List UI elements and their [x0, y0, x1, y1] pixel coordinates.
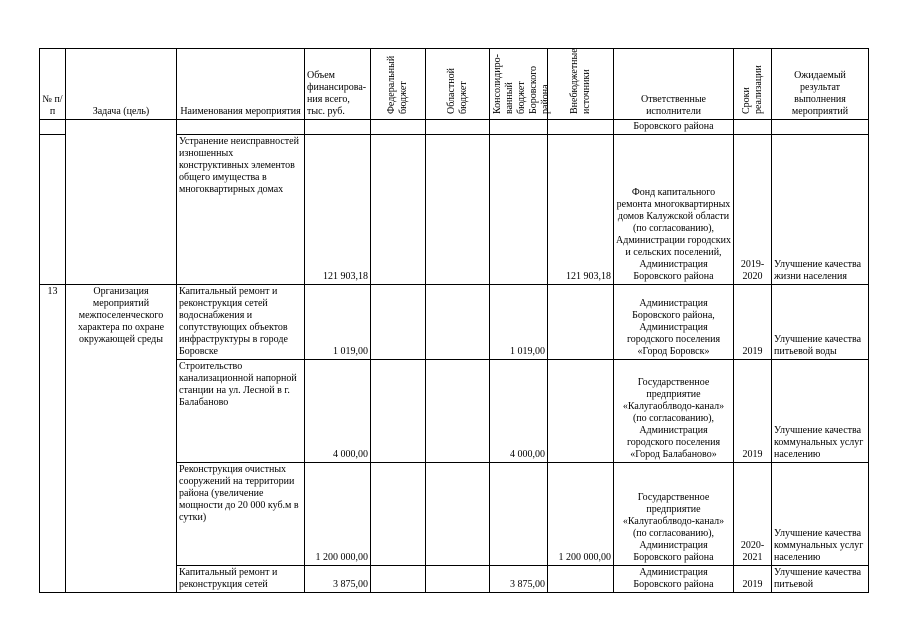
header-term: [734, 49, 772, 120]
cell-federal: [371, 463, 426, 566]
cell-term: 2019: [734, 360, 772, 463]
cell-federal: [371, 360, 426, 463]
program-table: [39, 48, 869, 593]
header-regional-text: Областной бюджет: [445, 67, 469, 114]
header-term-text: Сроки реализации: [740, 65, 764, 114]
cell-name: [177, 120, 305, 135]
cell-name: Капитальный ремонт и реконструкция сетей водоснабжения и сопутствующих объектов инфраструктуры в городе Боровске: [177, 285, 305, 360]
cell-district: [490, 135, 548, 285]
cell-total: 3 875,00: [305, 566, 371, 593]
cell-federal: [371, 120, 426, 135]
cell-result: [772, 120, 869, 135]
cell-task: [66, 120, 177, 285]
cell-extra: 1 200 000,00: [548, 463, 614, 566]
header-result: Ожидаемый результат выполнения мероприятий: [772, 49, 869, 120]
cell-responsible: Администрация Боровского района: [614, 566, 734, 593]
cell-regional: [426, 285, 490, 360]
header-extra: [548, 49, 614, 120]
header-federal-text: Федеральный бюджет: [386, 55, 409, 114]
header-total: [305, 49, 371, 120]
cell-regional: [426, 566, 490, 593]
cell-responsible: Фонд капитального ремонта многоквартирных домов Калужской области (по согласованию), Администрации городских и сельских поселений, Администрация Боровского района: [614, 135, 734, 285]
cell-total: 1 019,00: [305, 285, 371, 360]
cell-extra: 121 903,18: [548, 135, 614, 285]
cell-result: Улучшение качества питьевой: [772, 566, 869, 593]
cell-name: Капитальный ремонт и реконструкция сетей: [177, 566, 305, 593]
cell-regional: [426, 120, 490, 135]
table-row: [40, 285, 869, 360]
cell-num: [40, 135, 66, 285]
cell-extra: [548, 360, 614, 463]
cell-name: Реконструкция очистных сооружений на территории района (увеличение мощности до 20 000 куб.м в сутки): [177, 463, 305, 566]
table-row-continuation: [40, 120, 869, 135]
header-total-text: Объем финансирова-ния всего, тыс. руб.: [307, 70, 367, 117]
cell-result: Улучшение качества коммунальных услуг населению: [772, 463, 869, 566]
cell-result: Улучшение качества коммунальных услуг населению: [772, 360, 869, 463]
cell-task: Организация мероприятий межпоселенческого характера по охране окружающей среды: [66, 285, 177, 593]
cell-district: [490, 463, 548, 566]
cell-result: Улучшение качества жизни населения: [772, 135, 869, 285]
cell-total: 1 200 000,00: [305, 463, 371, 566]
cell-regional: [426, 463, 490, 566]
cell-responsible: Боровского района: [614, 120, 734, 135]
cell-district: 1 019,00: [490, 285, 548, 360]
cell-extra: [548, 285, 614, 360]
cell-district: 3 875,00: [490, 566, 548, 593]
cell-total: 121 903,18: [305, 135, 371, 285]
header-district-text: Консолидиро-ванный бюджет Боровского района: [492, 54, 551, 114]
cell-term: 2019: [734, 285, 772, 360]
header-federal: [371, 49, 426, 120]
header-extra-text: Внебюджетные источники: [568, 48, 592, 114]
header-row: [40, 49, 869, 120]
cell-num: [40, 120, 66, 135]
header-responsible: Ответственные исполнители: [614, 49, 734, 120]
cell-extra: [548, 566, 614, 593]
cell-total: [305, 120, 371, 135]
header-district: [490, 49, 551, 120]
cell-total: 4 000,00: [305, 360, 371, 463]
cell-district: [490, 120, 548, 135]
header-num: № п/п: [40, 49, 66, 120]
header-regional: [426, 49, 490, 120]
cell-term: 2019-2020: [734, 135, 772, 285]
cell-district: 4 000,00: [490, 360, 548, 463]
cell-regional: [426, 135, 490, 285]
cell-term: 2020-2021: [734, 463, 772, 566]
cell-name: Устранение неисправностей изношенных конструктивных элементов общего имущества в многоквартирных домах: [177, 135, 305, 285]
cell-federal: [371, 566, 426, 593]
cell-federal: [371, 135, 426, 285]
cell-num: 13: [40, 285, 66, 593]
cell-federal: [371, 285, 426, 360]
header-task: Задача (цель): [66, 49, 177, 120]
cell-name: Строительство канализационной напорной станции на ул. Лесной в г. Балабаново: [177, 360, 305, 463]
cell-responsible: Государственное предприятие «Калугаоблводо-канал» (по согласованию), Администрация Боровского района: [614, 463, 734, 566]
cell-regional: [426, 360, 490, 463]
cell-responsible: Администрация Боровского района, Администрация городского поселения «Город Боровск»: [614, 285, 734, 360]
cell-term: 2019: [734, 566, 772, 593]
cell-term: [734, 120, 772, 135]
cell-result: Улучшение качества питьевой воды: [772, 285, 869, 360]
header-event-name: Наименования мероприятия: [177, 49, 305, 120]
cell-responsible: Государственное предприятие «Калугаоблводо-канал» (по согласованию), Администрация городского поселения «Город Балабаново»: [614, 360, 734, 463]
cell-extra: [548, 120, 614, 135]
